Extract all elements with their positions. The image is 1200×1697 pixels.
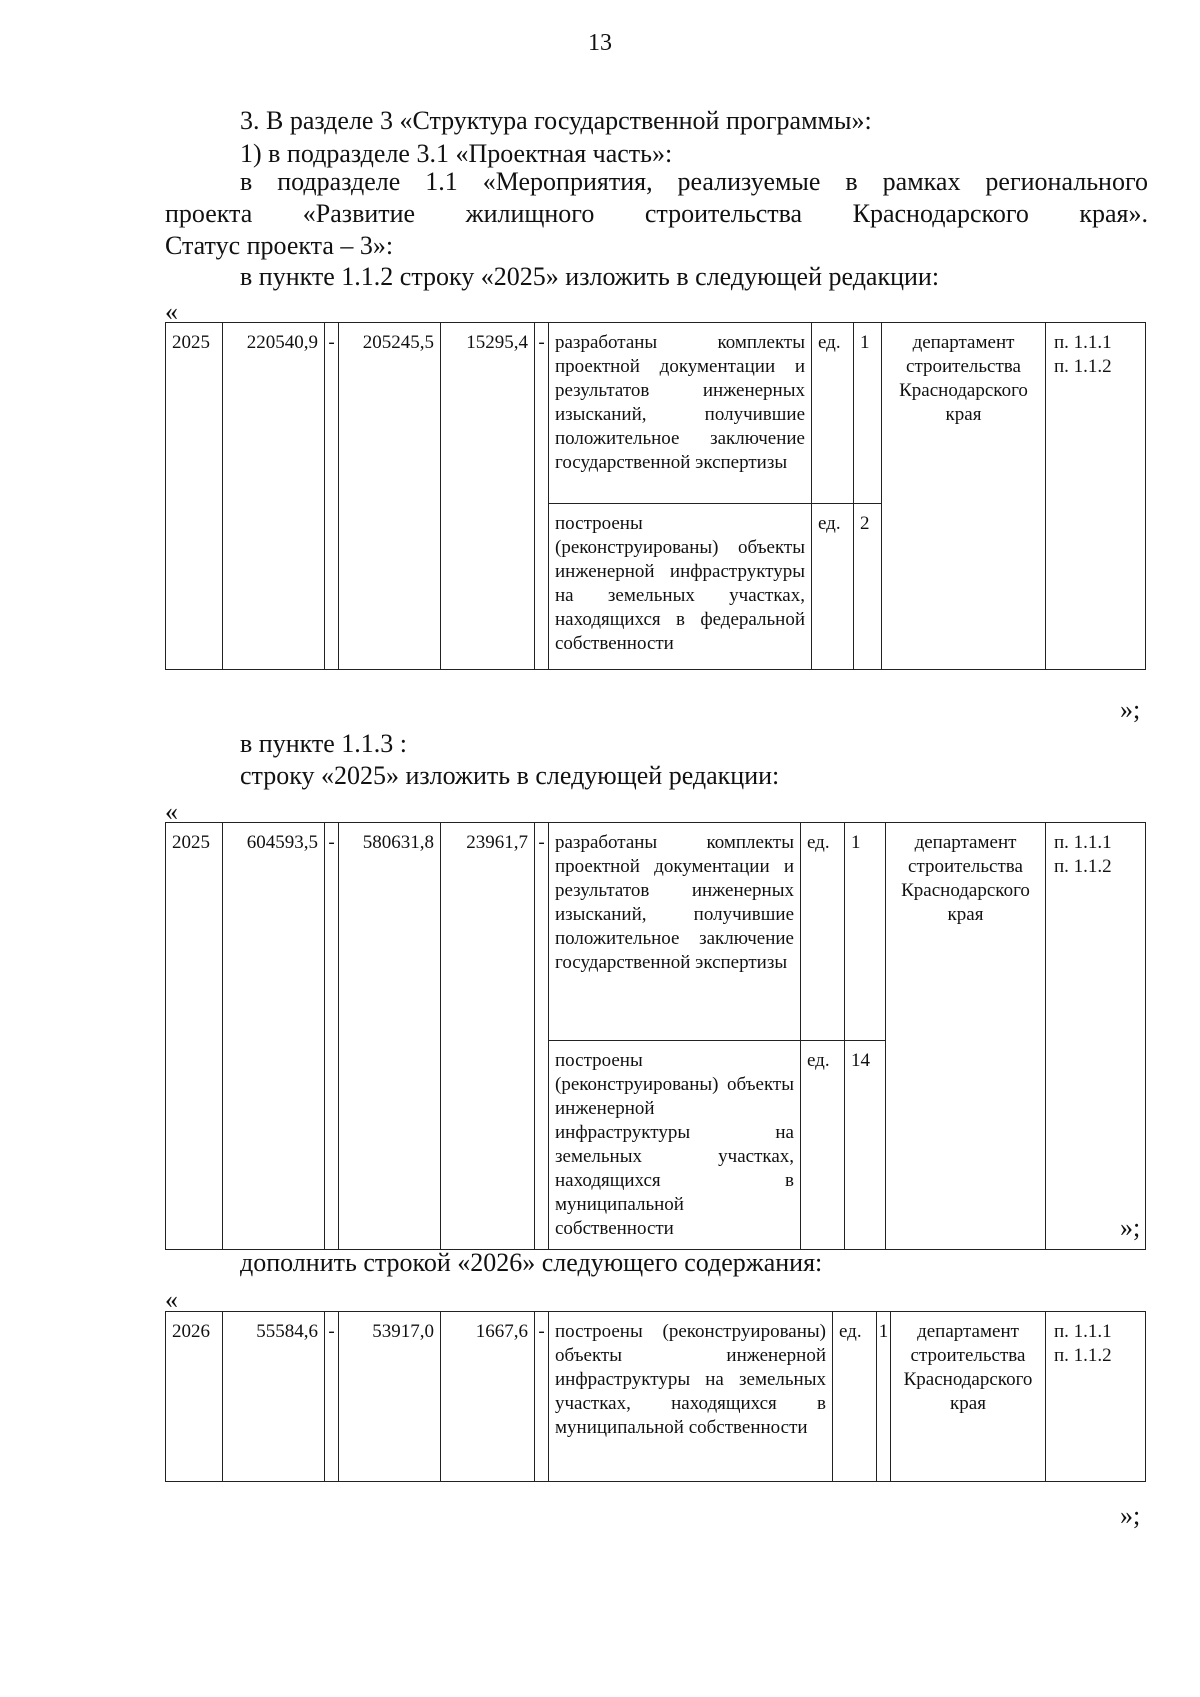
- section3-line-1: дополнить строкой «2026» следующего содержания:: [240, 1248, 823, 1277]
- intro-line-5: Статус проекта – 3»:: [165, 231, 394, 260]
- budget-cell: 1667,6: [441, 1312, 535, 1482]
- intro-line-6: в пункте 1.1.2 строку «2025» изложить в следующей редакции:: [240, 262, 940, 291]
- table-1: [165, 322, 1146, 670]
- dash-cell: -: [325, 323, 339, 670]
- value-cell: 1: [877, 1312, 891, 1482]
- refs-cell: [1046, 823, 1146, 1250]
- unit-cell: ед.: [812, 504, 854, 670]
- year-cell: 2025: [166, 823, 223, 1250]
- close-quote: »;: [1120, 695, 1141, 724]
- open-quote: «: [165, 297, 178, 326]
- budget-cell: 23961,7: [441, 823, 535, 1250]
- ref-item: п. 1.1.1: [1054, 832, 1112, 853]
- ref-item: п. 1.1.2: [1054, 356, 1112, 377]
- budget-cell: 580631,8: [339, 823, 441, 1250]
- unit-cell: ед.: [833, 1312, 877, 1482]
- budget-cell: 53917,0: [339, 1312, 441, 1482]
- result-cell: разработаны комплекты проектной документации и результатов инженерных изысканий, получившие положительное заключение государственной экспертизы: [549, 323, 812, 504]
- section2-line-1: в пункте 1.1.3 :: [240, 729, 408, 758]
- result-cell: построены (реконструированы) объекты инженерной инфраструктуры на земельных участках, находящихся в муниципальной собственности: [549, 1041, 801, 1250]
- result-cell: построены (реконструированы) объекты инженерной инфраструктуры на земельных участках, находящихся в муниципальной собственности: [549, 1312, 833, 1482]
- value-cell: 1: [854, 323, 882, 504]
- dash-cell: -: [325, 1312, 339, 1482]
- dash-cell: -: [325, 823, 339, 1250]
- dash-cell: -: [535, 1312, 549, 1482]
- value-cell: 1: [845, 823, 886, 1041]
- budget-cell: 205245,5: [339, 323, 441, 670]
- year-cell: 2025: [166, 323, 223, 670]
- total-cell: 55584,6: [223, 1312, 325, 1482]
- intro-line-2: 1) в подразделе 3.1 «Проектная часть»:: [240, 139, 673, 168]
- total-cell: 220540,9: [223, 323, 325, 670]
- dash-cell: -: [535, 323, 549, 670]
- year-cell: 2026: [166, 1312, 223, 1482]
- refs-cell: [1046, 323, 1146, 670]
- section2-line-2: строку «2025» изложить в следующей редакции:: [240, 761, 780, 790]
- executor-cell: департамент строительства Краснодарского края: [891, 1312, 1046, 1482]
- refs-cell: [1046, 1312, 1146, 1482]
- intro-line-1: 3. В разделе 3 «Структура государственной программы»:: [240, 106, 872, 135]
- intro-line-3: в подразделе 1.1 «Мероприятия, реализуемые в рамках регионального: [240, 167, 1148, 196]
- executor-cell: департамент строительства Краснодарского края: [886, 823, 1046, 1250]
- ref-item: п. 1.1.1: [1054, 1321, 1112, 1342]
- ref-item: п. 1.1.2: [1054, 856, 1112, 877]
- open-quote: «: [165, 797, 178, 826]
- ref-item: п. 1.1.2: [1054, 1345, 1112, 1366]
- page-number: 13: [588, 30, 612, 56]
- total-cell: 604593,5: [223, 823, 325, 1250]
- value-cell: 2: [854, 504, 882, 670]
- table-2: [165, 822, 1146, 1250]
- intro-line-4: проекта «Развитие жилищного строительства Краснодарского края».: [165, 199, 1148, 228]
- open-quote: «: [165, 1285, 178, 1314]
- dash-cell: -: [535, 823, 549, 1250]
- unit-cell: ед.: [801, 1041, 845, 1250]
- budget-cell: 15295,4: [441, 323, 535, 670]
- unit-cell: ед.: [812, 323, 854, 504]
- close-quote: »;: [1120, 1213, 1141, 1242]
- value-cell: 14: [845, 1041, 886, 1250]
- ref-item: п. 1.1.1: [1054, 332, 1112, 353]
- result-cell: построены (реконструированы) объекты инженерной инфраструктуры на земельных участках, находящихся в федеральной собственности: [549, 504, 812, 670]
- unit-cell: ед.: [801, 823, 845, 1041]
- close-quote: »;: [1120, 1501, 1141, 1530]
- table-3: [165, 1311, 1146, 1482]
- result-cell: разработаны комплекты проектной документации и результатов инженерных изысканий, получившие положительное заключение государственной экспертизы: [549, 823, 801, 1041]
- executor-cell: департамент строительства Краснодарского края: [882, 323, 1046, 670]
